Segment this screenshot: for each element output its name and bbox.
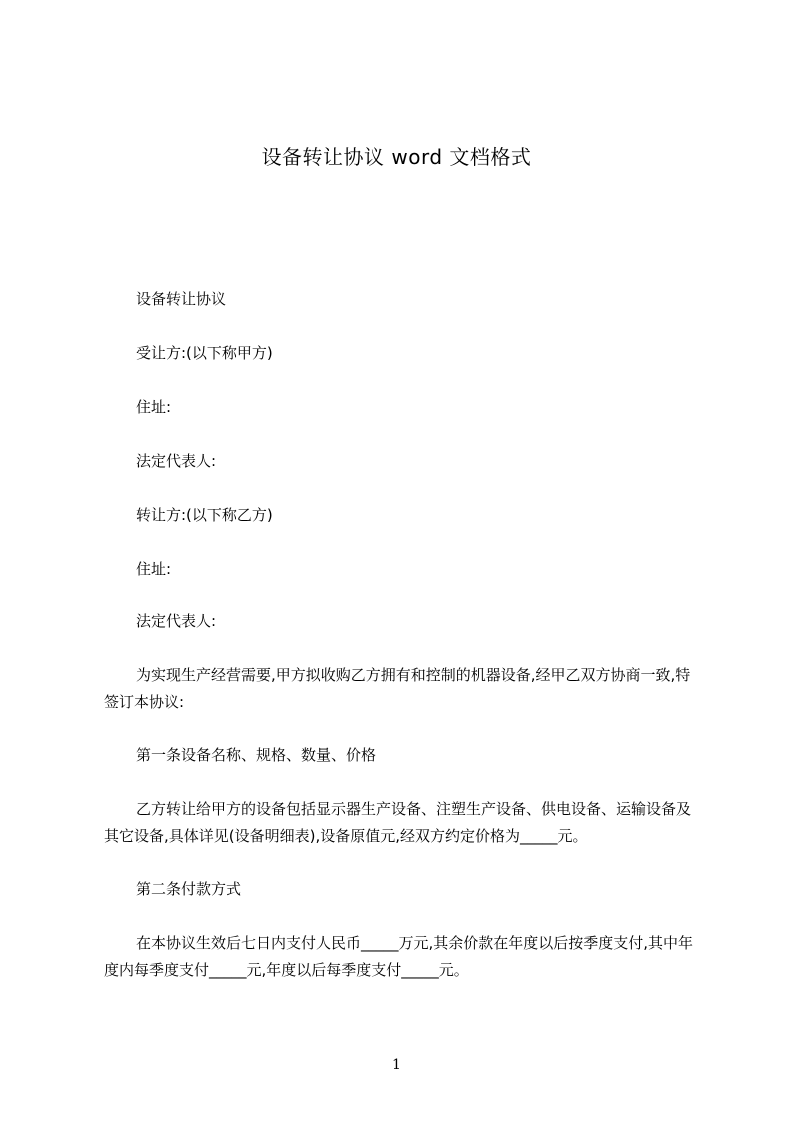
page-number: 1 [392, 1057, 401, 1073]
paragraph-party-a-representative: 法定代表人: [136, 452, 217, 470]
paragraph-party-a: 受让方:(以下称甲方) [136, 344, 273, 362]
paragraph-party-b-address: 住址: [136, 560, 172, 578]
paragraph-article-2-body: 在本协议生效后七日内支付人民币_____万元,其余价款在年度以后按季度支付,其中年度内每季度支付_____元,年度以后每季度支付_____元。 [104, 934, 694, 979]
paragraph-party-b: 转让方:(以下称乙方) [136, 506, 273, 524]
paragraph-party-a-address: 住址: [136, 398, 172, 416]
paragraph-article-1-body: 乙方转让给甲方的设备包括显示器生产设备、注塑生产设备、供电设备、运输设备及其它设备,具体详见(设备明细表),设备原值元,经双方约定价格为_____元。 [104, 800, 692, 845]
paragraph-preamble: 为实现生产经营需要,甲方拟收购乙方拥有和控制的机器设备,经甲乙双方协商一致,特签订本协议: [104, 666, 691, 711]
paragraph-article-2-heading: 第二条付款方式 [136, 880, 242, 898]
paragraph-heading: 设备转让协议 [136, 290, 227, 308]
paragraph-article-1-heading: 第一条设备名称、规格、数量、价格 [136, 746, 377, 764]
paragraph-party-b-representative: 法定代表人: [136, 612, 217, 630]
document-title: 设备转让协议 word 文档格式 [261, 145, 532, 169]
